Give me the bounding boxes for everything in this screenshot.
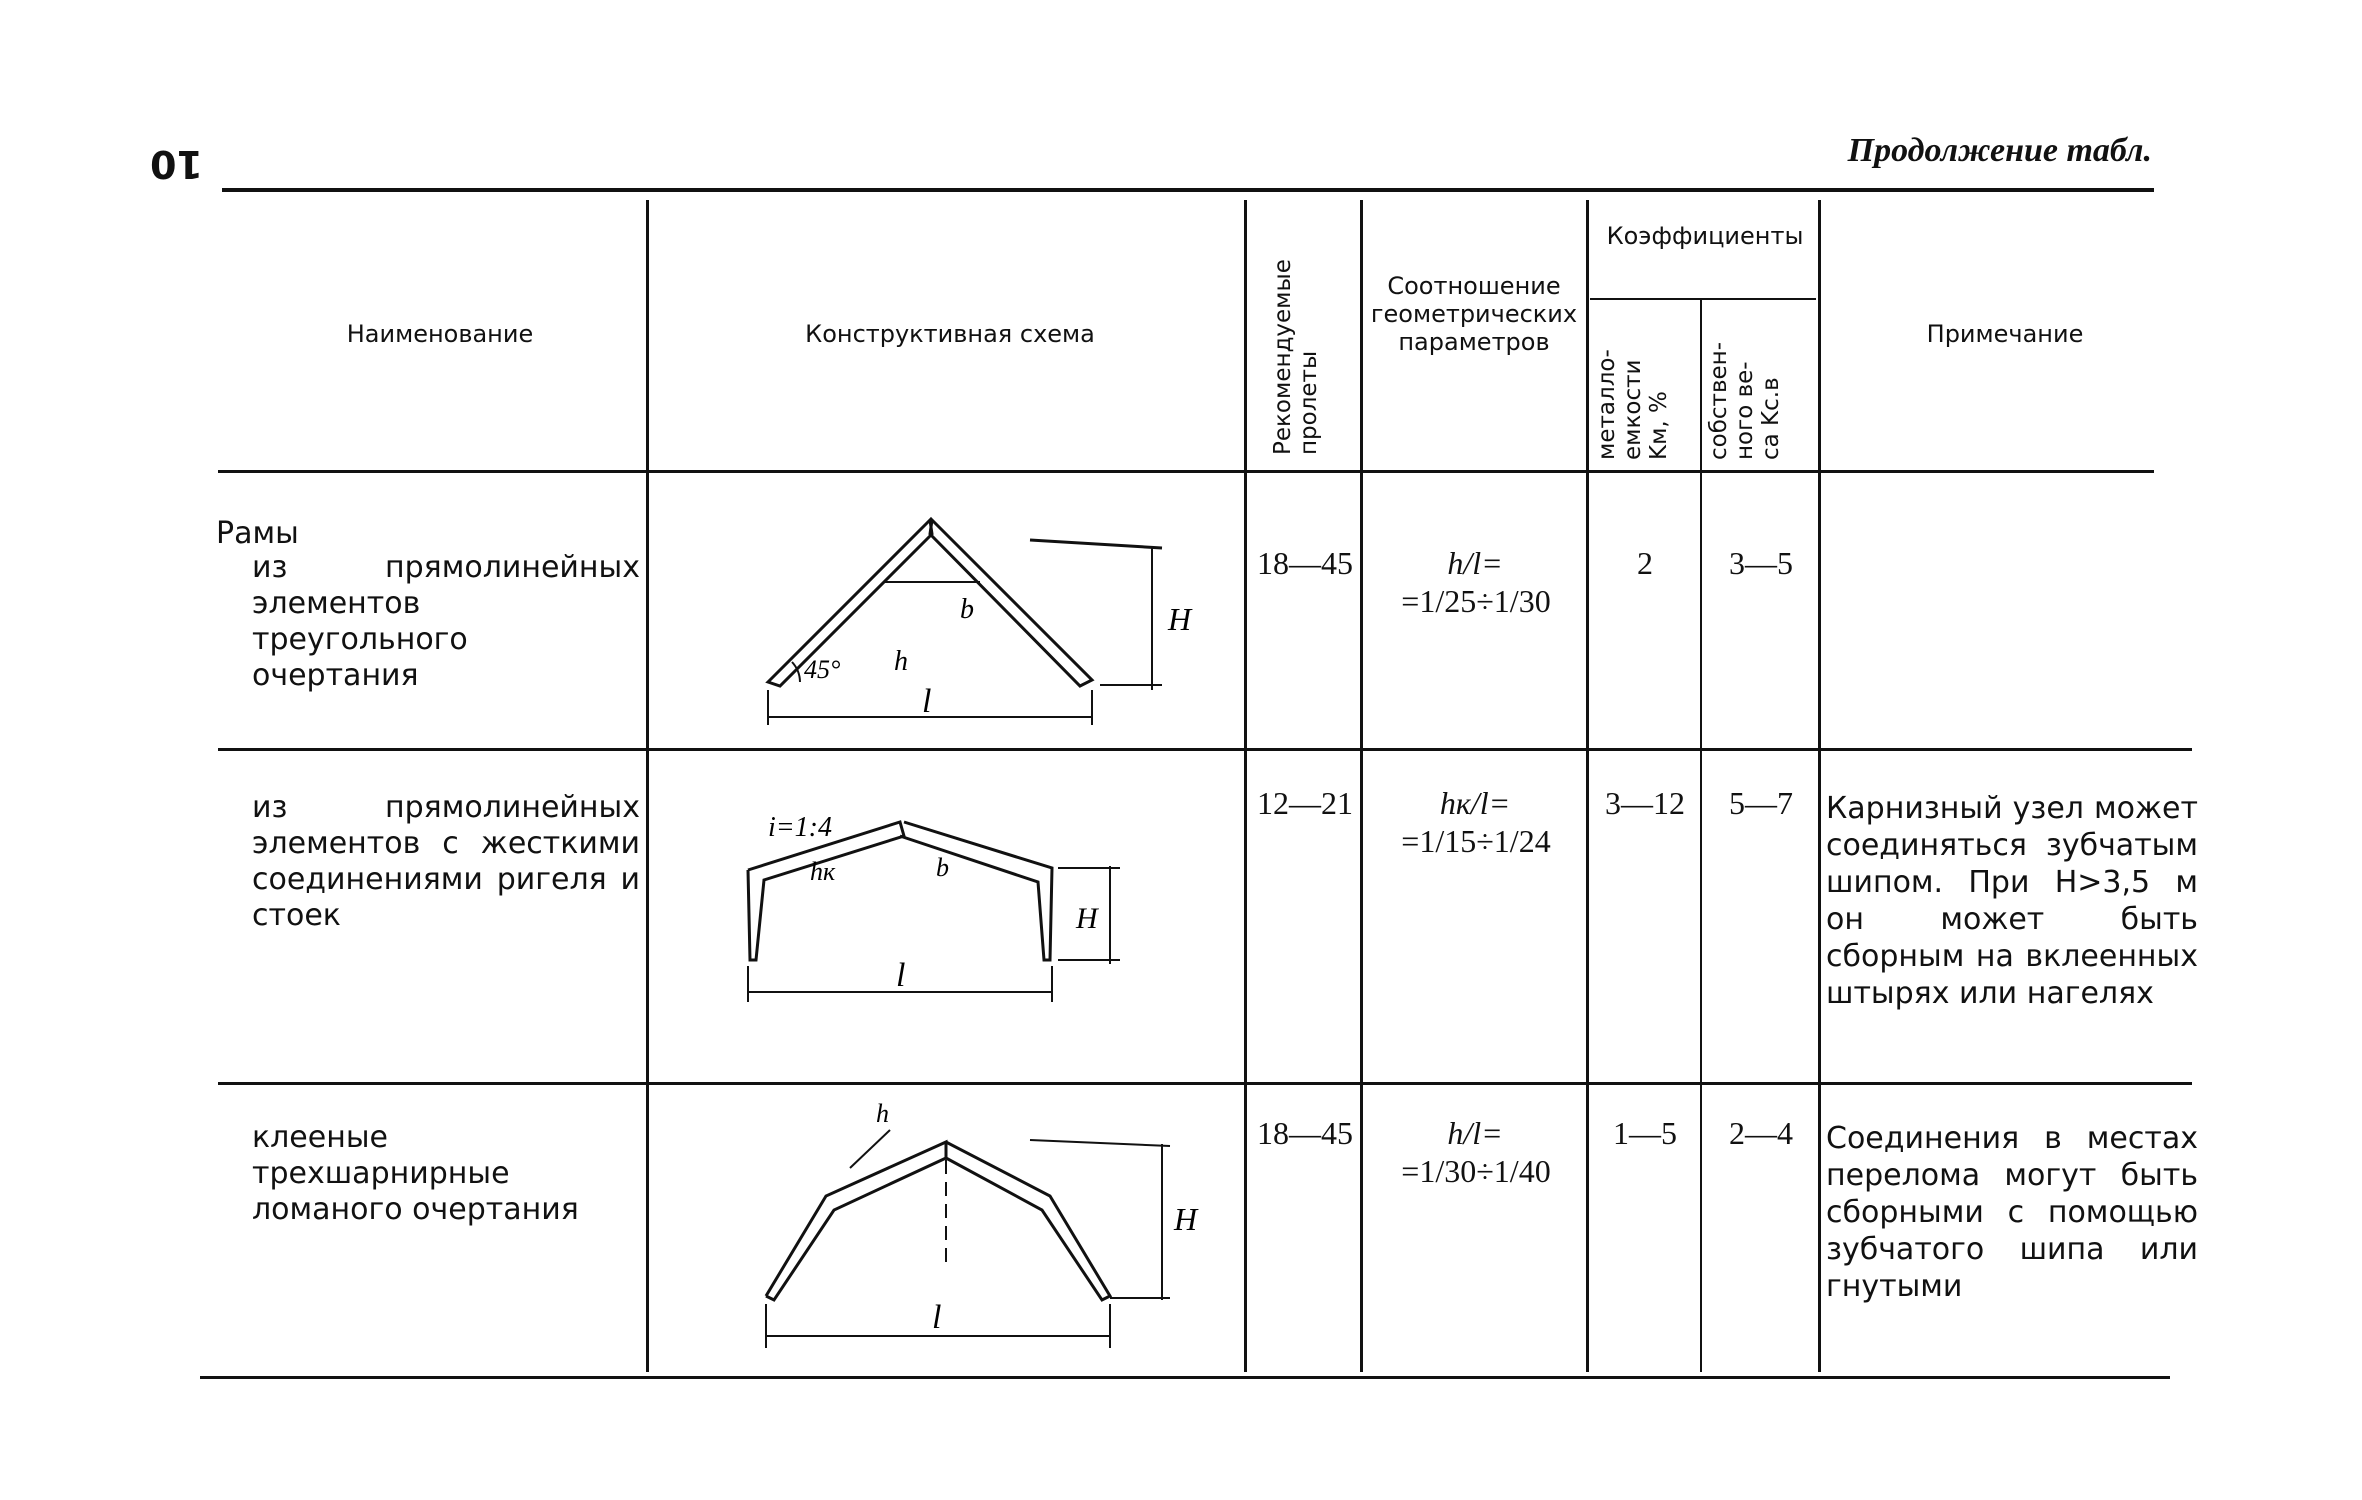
row-1-km: 2	[1637, 545, 1653, 581]
col-line-5	[1700, 300, 1702, 1372]
row-1-ratio-line1: h/l=	[1447, 545, 1503, 581]
row-3-ratio-line2: =1/30÷1/40	[1401, 1153, 1551, 1189]
continuation-title: Продолжение табл.	[1847, 132, 2152, 169]
row-3-spans: 18—45	[1257, 1115, 1353, 1151]
row-1-ratio-line2: =1/25÷1/30	[1401, 583, 1551, 619]
header-note: Примечание	[1926, 320, 2084, 348]
rule-row-2	[218, 1082, 2192, 1085]
row-2-scheme-diagram	[700, 780, 1220, 1020]
depth-label: h	[876, 1100, 889, 1128]
rule-row-1	[218, 748, 2192, 751]
row-2-ksv: 5—7	[1729, 785, 1793, 821]
rule-bottom	[200, 1376, 2170, 1379]
span-label: l	[932, 1299, 942, 1336]
header-ratio: Соотношение геометрических параметров	[1370, 272, 1578, 356]
rule-header-bottom	[218, 470, 2154, 473]
header-name: Наименование	[346, 320, 534, 348]
row-2-km: 3—12	[1605, 785, 1685, 821]
span-label: l	[922, 683, 932, 720]
right-frame	[900, 822, 1052, 960]
col-line-1	[646, 200, 649, 1372]
height-label: H	[1076, 902, 1098, 935]
header-scheme: Конструктивная схема	[805, 320, 1095, 348]
row-3-ksv: 2—4	[1729, 1115, 1793, 1151]
depth-label: h	[894, 646, 908, 677]
width-label: b	[960, 594, 974, 625]
header-coefficients: Коэффициенты	[1606, 222, 1804, 250]
row-3-scheme-diagram	[700, 1100, 1220, 1360]
header-ksv: собствен- ного ве- са Kс.в	[1706, 342, 1784, 460]
slope-label: i=1:4	[768, 812, 832, 843]
angle-label: 45°	[804, 655, 841, 684]
col-line-4	[1586, 200, 1589, 1372]
row-2-ratio-line1: hк/l=	[1439, 785, 1511, 821]
row-1-group-label: Рамы	[216, 516, 299, 551]
height-label: H	[1174, 1201, 1198, 1237]
header-spans: Рекомендуемые пролеты	[1270, 259, 1322, 455]
page-number: 10	[150, 142, 203, 186]
rule-top	[222, 188, 2154, 192]
col-line-2	[1244, 200, 1247, 1372]
width-label: b	[936, 853, 949, 882]
row-1-spans: 18—45	[1257, 545, 1353, 581]
col-line-6	[1818, 200, 1821, 1372]
row-3-ratio-line1: h/l=	[1447, 1115, 1503, 1151]
header-km: металло- емкости Kм, %	[1594, 349, 1672, 460]
row-2-ratio-line2: =1/15÷1/24	[1401, 823, 1551, 859]
row-2-name: из прямолинейных элементов с жесткими соединениями ригеля и стоек	[252, 790, 640, 933]
row-2-note: Карнизный узел может соединяться зубчатым шипом. При H>3,5 м он может быть сборным на вклеенных штырях или нагелях	[1826, 791, 2198, 1011]
left-arch	[766, 1142, 946, 1300]
row-3-name: клееные трехшарнирные ломаного очертания	[252, 1120, 579, 1227]
right-arch	[946, 1142, 1110, 1300]
row-2-spans: 12—21	[1257, 785, 1353, 821]
col-line-3	[1360, 200, 1363, 1372]
span-label: l	[896, 957, 906, 994]
row-3-note: Соединения в местах перелома могут быть сборными с помощью зубчатого шипа или гнутыми	[1826, 1121, 2198, 1304]
height-label: H	[1168, 601, 1192, 637]
row-3-km: 1—5	[1613, 1115, 1677, 1151]
row-1-ksv: 3—5	[1729, 545, 1793, 581]
hk-label: hк	[810, 857, 836, 886]
row-1-name: из прямолинейных элементов треугольного очертания	[252, 550, 640, 693]
right-rafter	[930, 520, 1092, 686]
row-1-scheme-diagram	[700, 500, 1220, 740]
